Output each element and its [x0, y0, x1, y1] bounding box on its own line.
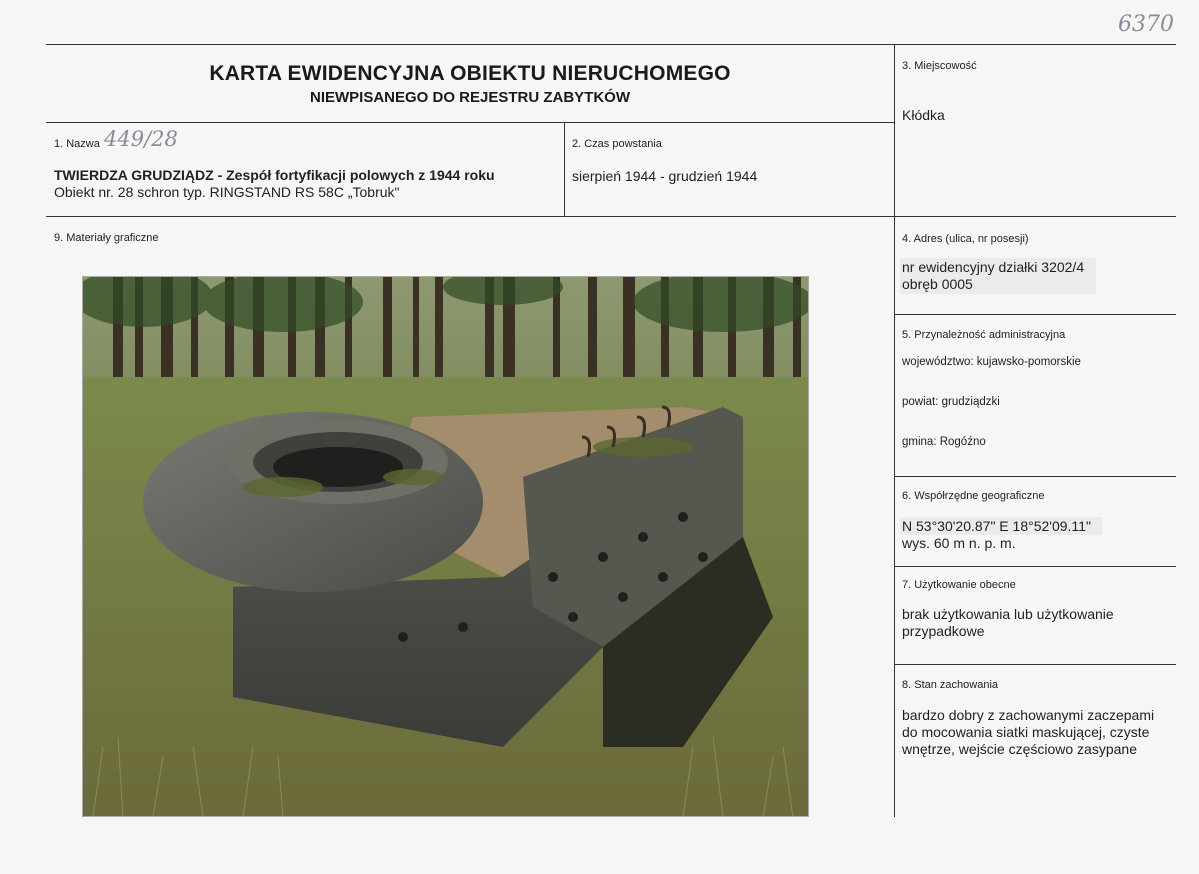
bunker-photo — [82, 276, 809, 817]
condition-line2: do mocowania siatki maskującej, czyste — [902, 724, 1150, 740]
coordinates: N 53°30'20.87" E 18°52'09.11" — [900, 517, 1102, 535]
current-use-line2: przypadkowe — [902, 623, 985, 639]
field2-label: 2. Czas powstania — [572, 138, 662, 150]
field5-label: 5. Przynależność administracyjna — [902, 329, 1066, 341]
card-subtitle: NIEWPISANEGO DO REJESTRU ZABYTKÓW — [309, 89, 631, 106]
right-column-divider — [894, 44, 895, 817]
locality: Kłódka — [902, 107, 945, 123]
field1-divider — [564, 122, 565, 216]
field8-label: 8. Stan zachowania — [902, 679, 999, 691]
field6-label: 6. Współrzędne geograficzne — [902, 490, 1045, 502]
field6-rule — [894, 566, 1176, 567]
top-rule — [46, 44, 1176, 45]
precinct: obręb 0005 — [902, 276, 973, 292]
card-title: KARTA EWIDENCYJNA OBIEKTU NIERUCHOMEGO — [209, 62, 731, 85]
field7-label: 7. Użytkowanie obecne — [902, 579, 1016, 591]
row1-rule — [46, 216, 1176, 217]
object-description: Obiekt nr. 28 schron typ. RINGSTAND RS 58C „Tobruk" — [54, 184, 400, 200]
voivodeship: województwo: kujawsko-pomorskie — [902, 356, 1081, 368]
county: powiat: grudziądzki — [902, 396, 1000, 408]
condition-line1: bardzo dobry z zachowanymi zaczepami — [902, 707, 1155, 723]
field5-rule — [894, 476, 1176, 477]
field4-label: 4. Adres (ulica, nr posesji) — [902, 233, 1029, 245]
header-rule — [46, 122, 894, 123]
object-name: TWIERDZA GRUDZIĄDZ - Zespół fortyfikacji polowych z 1944 roku — [54, 167, 495, 183]
address-block — [900, 258, 1096, 294]
field1-handwritten-number: 449/28 — [104, 127, 178, 151]
field1-label: 1. Nazwa — [54, 138, 100, 150]
field3-label: 3. Miejscowość — [902, 60, 977, 72]
altitude: wys. 60 m n. p. m. — [902, 535, 1016, 551]
current-use-line1: brak użytkowania lub użytkowanie — [902, 606, 1114, 622]
field4-rule — [894, 314, 1176, 315]
commune: gmina: Rogóźno — [902, 436, 986, 448]
construction-period: sierpień 1944 - grudzień 1944 — [572, 168, 758, 184]
condition-line3: wnętrze, wejście częściowo zasypane — [902, 741, 1137, 757]
field7-rule — [894, 664, 1176, 665]
corner-number: 6370 — [1118, 12, 1174, 37]
parcel-number: nr ewidencyjny działki 3202/4 — [902, 259, 1085, 275]
field9-label: 9. Materiały graficzne — [54, 232, 159, 244]
